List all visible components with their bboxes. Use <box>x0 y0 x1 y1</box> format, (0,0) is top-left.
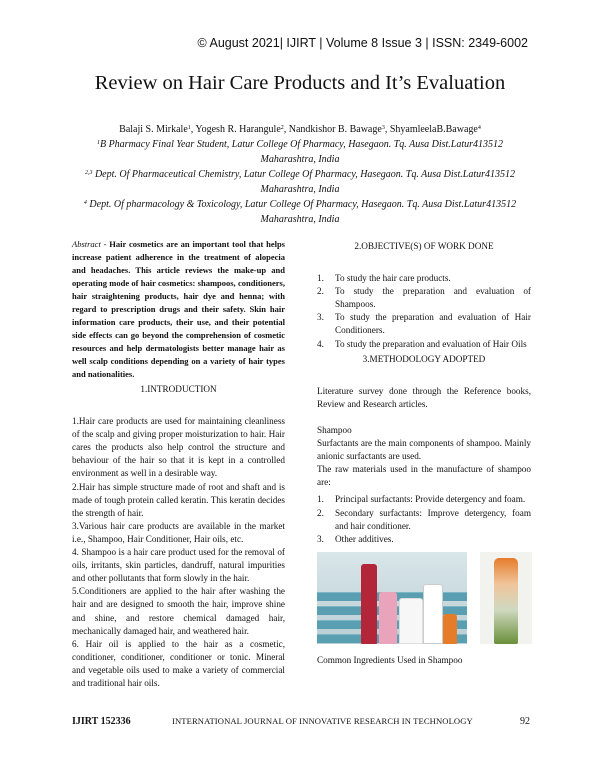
section-heading: 1.INTRODUCTION <box>140 384 217 394</box>
list-item: 2. To study the preparation and evaluation of Shampoos. <box>317 286 531 310</box>
method-paragraph: Surfactants are the main components of shampoo. Mainly anionic surfactants are used. <box>317 438 531 462</box>
intro-paragraph: 3.Various hair care products are available in the market i.e., Shampoo, Hair Conditioner, Hair oils, etc. <box>72 520 285 544</box>
list-item: 1. To study the hair care products. <box>317 273 451 284</box>
list-item: 3. Other additives. <box>317 533 394 544</box>
subsection-heading: Shampoo <box>317 424 352 435</box>
right-column <box>317 238 531 667</box>
intro-paragraph: 1.Hair care products are used for maintaining cleanliness of the scalp and giving proper moisturization to hair. Hair cares the products also help control the structure and behaviour of the hair so that it is kept in a controlled environment as well in a desirable way. <box>72 416 285 479</box>
list-item: 4. To study the preparation and evaluation of Hair Oils <box>317 338 527 349</box>
author-name: , ShyamleelaB.Bawage <box>384 124 478 135</box>
objectives-list <box>317 272 531 351</box>
page-number: 92 <box>520 716 530 727</box>
section-heading: 3.METHODOLOGY ADOPTED <box>362 353 486 364</box>
author-name: , Yogesh R. Harangule <box>190 124 281 135</box>
figure-caption: Common Ingredients Used in Shampoo <box>317 654 463 665</box>
intro-paragraph: 4. Shampoo is a hair care product used for the removal of oils, irritants, skin particles, dandruff, natural impurities and other pollutants that form slowly in the hair. <box>72 547 285 584</box>
footer-id: IJIRT 152336 <box>72 716 131 727</box>
method-paragraph: Literature survey done through the Reference books, Review and Research articles. <box>317 385 531 409</box>
hair-oil-bottle-photo <box>480 552 532 644</box>
method-paragraph: The raw materials used in the manufacture of shampoo are: <box>317 464 531 488</box>
author-name: Balaji S. Mirkale <box>119 124 188 135</box>
section-heading: 2.OBJECTIVE(S) OF WORK DONE <box>354 241 494 251</box>
author-name: , Nandkishor B. Bawage <box>283 124 382 135</box>
paper-title: Review on Hair Care Products and It’s Evaluation <box>94 72 506 94</box>
abstract: Abstract - Hair cosmetics are an important tool that helps increase patient adherence in the treatment of alopecia and headaches. This article reviews the make-up and operating mode of hair cosmetics: shampoos, conditioners, hair straightening products, hair dye and henna; with regard to prescription drugs and their safety. Skin hair information care products, their use, and their potential side effects can go beyond the comprehension of cosmetic resources and help dermatologists better manage hair as well scalp conditions depending on a variety of hair types and nationalities. <box>72 239 285 379</box>
affiliation: $^1$B Pharmacy Final Year Student, Latur College Of Pharmacy, Hasegaon. Tq. Ausa Dist.Latur413512 Maharashtra, India <box>96 139 504 165</box>
journal-header: © August 2021| IJIRT | Volume 8 Issue 3 | ISSN: 2349-6002 <box>197 36 528 50</box>
list-item: 3. To study the preparation and evaluation of Hair Conditioners. <box>317 312 531 336</box>
list-item: 2. Secondary surfactants: Improve detergency, foam and hair conditioner. <box>317 507 531 531</box>
affiliation: $^{2,3}$ Dept. Of Pharmaceutical Chemistry, Latur College Of Pharmacy, Hasegaon. Tq. Ausa Dist.Latur413512 Maharashtra, India <box>84 169 516 195</box>
author-line: Balaji S. Mirkale$^1$, Yogesh R. Harangule$^2$, Nandkishor B. Bawage$^3$, ShyamleelaB.Bawage$^4$ <box>119 124 481 135</box>
author-block <box>70 122 530 227</box>
shampoo-products-photo <box>317 552 467 644</box>
ingredients-list <box>317 493 531 545</box>
footer-journal: INTERNATIONAL JOURNAL OF INNOVATIVE RESEARCH IN TECHNOLOGY <box>172 716 473 726</box>
left-column <box>72 238 285 690</box>
figure <box>317 552 531 648</box>
intro-paragraph: 5.Conditioners are applied to the hair after washing the hair and are designed to smooth the hair, improve shine and shine, and restore chemical damaged hair, mechanically damaged hair, and weathered hair. <box>72 586 285 636</box>
affiliation: $^4$ Dept. Of pharmacology & Toxicology, Latur College Of Pharmacy, Hasegaon. Tq. Ausa Dist.Latur413512 Maharashtra, India <box>83 199 517 225</box>
list-item: 1. Principal surfactants: Provide detergency and foam. <box>317 494 526 505</box>
intro-paragraph: 2.Hair has simple structure made of root and shaft and is made of tough protein called keratin. This keratin decides the strength of hair. <box>72 481 285 518</box>
intro-paragraph: 6. Hair oil is applied to the hair as a cosmetic, conditioner, conditioner, conditioner or tonic. Mineral and vegetable oils used to make a variety of commercial and traditional hair oils. <box>72 638 285 688</box>
